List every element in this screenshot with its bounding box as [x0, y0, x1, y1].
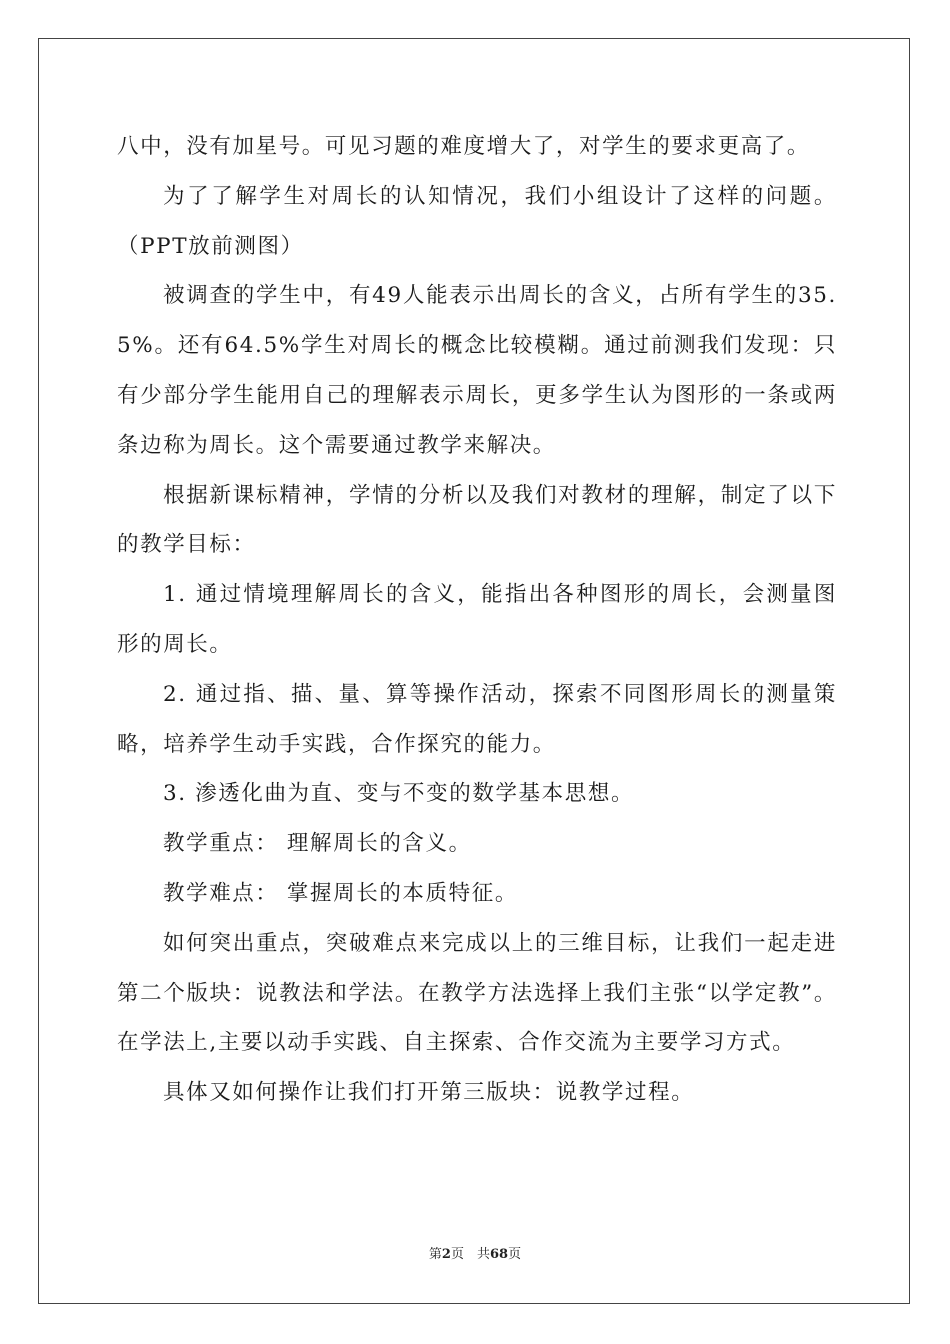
objective-1: 1. 通过情境理解周长的含义，能指出各种图形的周长，会测量图形的周长。	[117, 582, 837, 657]
paragraph-process: 具体又如何操作让我们打开第三版块：说教学过程。	[163, 1080, 695, 1106]
paragraph-methods: 如何突出重点，突破难点来完成以上的三维目标，让我们一起走进第二个版块：说教法和学法。在教学方法选择上我们主张“以学定教”。在学法上,主要以动手实践、自主探索、合作交流为主要学习方式。	[117, 930, 837, 1056]
current-page-number: 2	[441, 1247, 451, 1262]
paragraph-3: 被调查的学生中，有49人能表示出周长的含义，占所有学生的35.5%。还有64.5%学生对周长的概念比较模糊。通过前测我们发现：只有少部分学生能用自己的理解表示周长，更多学生认为图形的一条或两条边称为周长。这个需要通过教学来解决。	[117, 283, 837, 458]
total-pages-number: 68	[489, 1247, 509, 1262]
page-footer	[0, 1246, 950, 1264]
footer-suffix: 页	[508, 1247, 522, 1262]
objective-3: 3. 渗透化曲为直、变与不变的数学基本思想。	[163, 781, 635, 807]
objective-2: 2. 通过指、描、量、算等操作活动，探索不同图形周长的测量策略，培养学生动手实践，合作探究的能力。	[117, 681, 837, 757]
paragraph-1: 八中，没有加星号。可见习题的难度增大了，对学生的要求更高了。	[117, 134, 811, 159]
paragraph-4: 根据新课标精神，学情的分析以及我们对教材的理解，制定了以下的教学目标：	[117, 482, 837, 558]
teaching-difficulty: 教学难点： 掌握周长的本质特征。	[163, 880, 518, 906]
paragraph-2: 为了了解学生对周长的认知情况，我们小组设计了这样的问题。（PPT放前测图）	[117, 183, 837, 259]
footer-prefix: 第	[428, 1247, 442, 1262]
footer-middle: 页 共	[450, 1247, 490, 1262]
teaching-focus: 教学重点： 理解周长的含义。	[163, 831, 472, 857]
document-body	[117, 122, 837, 1118]
